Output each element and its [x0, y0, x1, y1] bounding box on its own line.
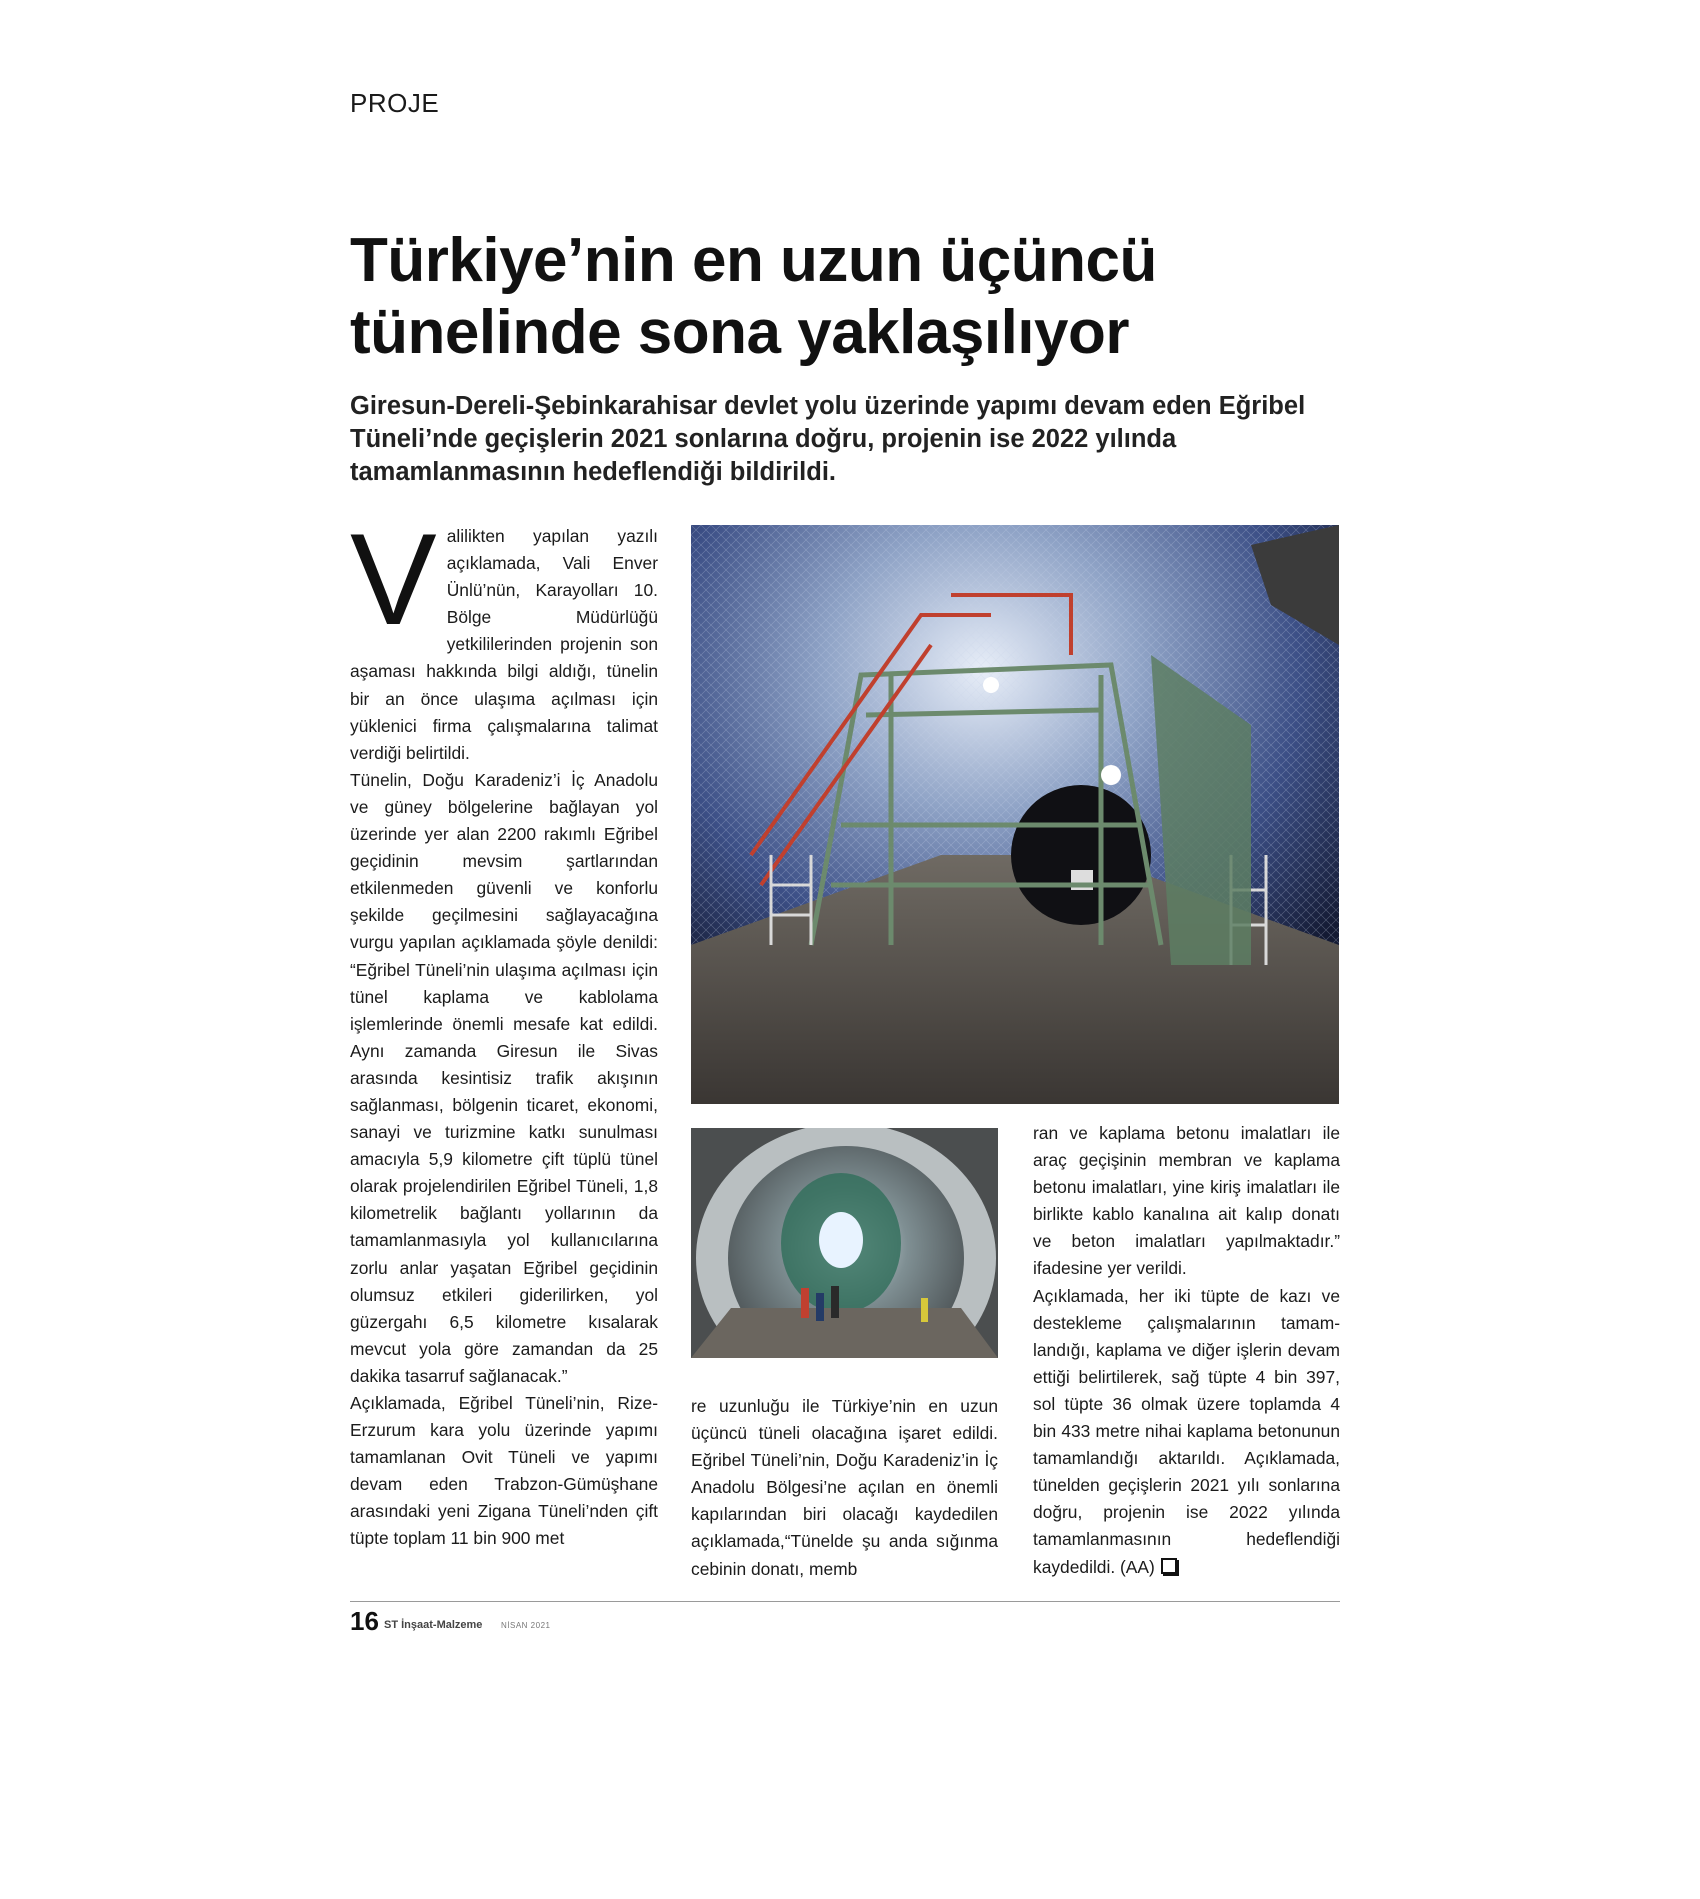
article-paragraph-1: alilikten yapılan yazılı açıklamada, Vali Enver Ünlü’nün, Karayolları 10. Bölge Müdürlüğü yetkililerinden projenin son aşaması hakkında bilgi aldığı, tünelin bir an önce ulaşıma açılması için yüklenici firma çalışmalarına talimat verdiği belirtildi.	[350, 526, 658, 763]
end-of-article-icon	[1161, 1558, 1177, 1574]
article-paragraph-2: Tünelin, Doğu Karadeniz’i İç Anadolu ve güney bölgelerine bağlayan yol üzerinde yer alan 2200 rakımlı Eğribel geçidinin mevsim şartlarından etkilenmeden güvenli ve konforlu şekilde geçilmesini sağlayacağına vurgu yapılan açıklamada şöyle denildi: “Eğribel Tüneli’nin ulaşıma açılması için tünel kaplama ve kablolama işlemlerinde önemli mesafe kat edildi. Aynı zamanda Giresun ile Sivas arasında kesintisiz trafik akışının sağlanması, bölgenin ticaret, ekonomi, sanayi ve turizmine katkı sunulması amacıyla 5,9 kilometre çift tüplü tünel olarak projelendirilen Eğribel Tüneli, 1,8 kilometrelik bağlantı yollarının da tamamlanmasıyla yol kullanıcılarına zorlu anlar yaşatan Eğribel geçidinin olumsuz etkileri giderilirken, yol güzergahı 6,5 kilometre kısalarak mevcut yola göre zamandan da 25 dakika tasarruf sağlanacak.”	[350, 769, 658, 1386]
tunnel-formwork-gantry-photo	[691, 525, 1339, 1104]
article-column-3	[1033, 1120, 1340, 1581]
footer-rule	[350, 1601, 1340, 1602]
lede: Giresun-Dereli-Şebinkarahisar devlet yolu üzerinde yapımı devam eden Eğribel Tüneli’nde geçişlerin 2021 sonlarına doğru, projenin ise 2022 yılında tamamlanmasının hedeflendiği bildirildi.	[350, 392, 1306, 486]
issue-date: NİSAN 2021	[501, 1621, 551, 1630]
article-column-3-paragraph-2	[1033, 1283, 1340, 1581]
article-column-2-text: re uzunluğu ile Türkiye’nin en uzun üçüncü tüneli olacağına işaret edildi. Eğribel Tüneli’nin, Doğu Karadeniz’in İç Anadolu Bölgesi’ne açılan en önemli kapılarından biri olacağı kaydedilen açıklamada,“Tünelde şu anda sığınma cebinin donatı, memb	[691, 1396, 998, 1579]
article-column-1	[350, 506, 658, 1553]
article-column-3-paragraph-2-text: Açıklamada, her iki tüpte de kazı ve destekleme çalışmalarının tamamlandığı, kaplama ve diğer işlerin devam ettiği belirtilerek, sağ tüpte 4 bin 397, sol tüpte 36 olmak üzere toplamda 4 bin 433 metre nihai kaplama betonunun tamamlandığı aktarıldı. Açıklamada, tünelden geçişlerin 2021 yılı sonlarına doğru, projenin ise 2022 yılında tamamlanmasının hedeflendiği kaydedildi. (AA)	[1033, 1285, 1340, 1577]
section-label: PROJE	[350, 88, 440, 118]
headline: Türkiye’nin en uzun üçüncü tünelinde sona yaklaşılıyor	[350, 226, 1157, 367]
article-column-3-paragraph-1: ran ve kaplama betonu imalatları ile araç geçişinin membran ve kaplama betonu imalatları, yine kiriş imalatları ile birlikte kablo kanalına ait kalıp donatı ve beton imalatları yapılmaktadır.” ifadesine yer verildi.	[1033, 1123, 1340, 1279]
article-column-2	[691, 1393, 998, 1583]
publication-name: ST İnşaat-Malzeme	[384, 1619, 483, 1631]
article-paragraph-3: Açıklamada, Eğribel Tüneli’nin, Rize-Erzurum kara yolu üzerinde yapımı tamamlanan Ovit Tüneli ve yapımı devam eden Trabzon-Gümüşhane arasındaki yeni Zigana Tüneli’nden çift tüpte toplam 11 bin 900 met	[350, 1393, 658, 1549]
page-number: 16	[350, 1606, 379, 1636]
drop-cap: V	[350, 506, 437, 652]
tunnel-workers-photo	[691, 1128, 998, 1358]
